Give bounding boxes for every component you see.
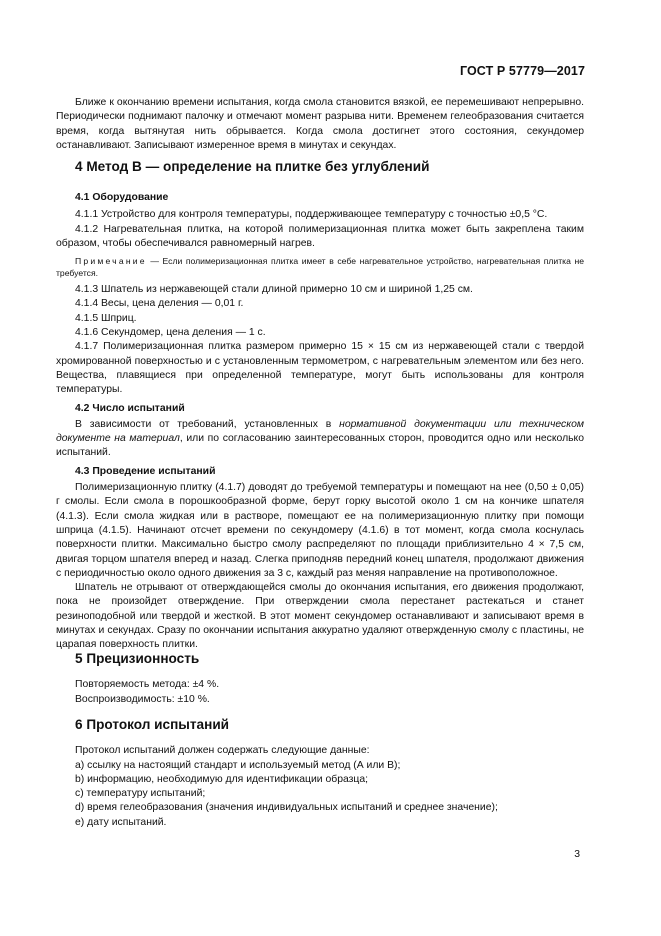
protocol-item-e: e) дату испытаний. [75,816,167,828]
section-5 [56,652,584,707]
reproducibility: Воспроизводимость: ±10 %. [75,693,210,705]
standard-header: ГОСТ Р 57779—2017 [459,64,585,78]
subsection-4-2-title: 4.2 Число испытаний [75,402,185,414]
section-6 [56,718,584,830]
section-4-title: 4 Метод В — определение на плитке без углублений [75,159,430,174]
clause-4-2-lead: В зависимости от требований, установленных в [75,418,340,430]
intro-paragraph: Ближе к окончанию времени испытания, когда смола становится вязкой, ее перемешивают непрерывно. Периодически поднимают палочку и отмечают момент разрыва нити. Временем гелеобразования считается время, когда вытянутая нить обрывается. Когда смола достигнет этого состояния, секундомер останавливают. Записывают измеренное время в минутах и секундах. [56,97,584,151]
protocol-item-a: a) ссылку на настоящий стандарт и используемый метод (А или В); [75,759,401,771]
note [56,255,584,279]
clause-4-2-tail: , или по согласованию заинтересованных сторон, проводится одно или несколько испытаний. [56,433,584,459]
subsection-4-3-title: 4.3 Проведение испытаний [75,465,216,477]
clause-4-1-3: 4.1.3 Шпатель из нержавеющей стали длиной примерно 10 см и шириной 1,25 см. [75,284,473,296]
clause-4-2 [56,418,584,461]
clause-4-1-1: 4.1.1 Устройство для контроля температуры, поддерживающее температуру с точностью ±0,5 °С. [75,209,548,221]
intro-paragraph-block [56,96,584,153]
clause-4-1-4: 4.1.4 Весы, цена деления — 0,01 г. [75,298,244,310]
protocol-item-b: b) информацию, необходимую для идентификации образца; [75,773,369,785]
clause-4-3-paragraph-2: Шпатель не отрывают от отверждающейся смолы до окончания испытания, его движения продолжают, пока не произойдет отверждение. При отверждении смола перестанет растекаться и станет резиноподобной или твердой и жесткой. В этот момент секундомер останавливают и записывают время в минутах и секундах. Сразу по окончании испытания аккуратно удаляют отвержденную смолу с пластины, не царапая поверхность плитки. [56,582,584,651]
subsection-4-1-title: 4.1 Оборудование [75,192,169,203]
protocol-item-c: c) температуру испытаний; [75,788,206,800]
clause-4-1-7: 4.1.7 Полимеризационная плитка размером примерно 15 × 15 см из нержавеющей стали с твердой хромированной поверхностью и с установленным термометром, с нагревательным элементом или без него. Вещества, плавящиеся при определенной температуре, могут быть использованы для контроля температуры. [56,341,584,396]
clause-4-1-2: 4.1.2 Нагревательная плитка, на которой полимеризационная плитка может быть закреплена таким образом, чтобы обеспечивался равномерный нагрев. [56,223,584,249]
section-4-content [56,191,584,653]
clause-4-1-6: 4.1.6 Секундомер, цена деления — 1 с. [75,327,266,339]
protocol-item-d: d) время гелеобразования (значения индивидуальных испытаний и среднее значение); [75,802,498,814]
note-text: — Если полимеризационная плитка имеет в себе нагревательное устройство, нагревательная плитка не требуется. [56,256,584,279]
clause-4-3-paragraph-1: Полимеризационную плитку (4.1.7) доводят до требуемой температуры и помещают на нее (0,50 ± 0,05) г смолы. Если смола в порошкообразной форме, берут горку высотой около 1 см на кончике шпателя (4.1.3). Если смола жидкая или в растворе, помещают ее на полимеризационную плитку при помощи шприца (4.1.5). Начинают отсчет времени по секундомеру (4.1.6) в тот момент, когда смола коснулась поверхности плитки. Максимально быстро смолу распределяют по площади приблизительно 4 × 7,5 см, двигая торцом шпателя вперед и назад. Слегка приподняв передний конец шпателя, продолжают движения с периодичностью около одного движения за 3 с, каждый раз меняя направление на противоположное. [56,482,584,579]
section-6-title: 6 Протокол испытаний [75,717,230,732]
clause-4-2-emphasis: нормативной документации или техническом документе на материал [56,418,585,445]
section-4 [56,160,584,174]
section-5-title: 5 Прецизионность [75,651,200,666]
protocol-intro: Протокол испытаний должен содержать следующие данные: [75,745,370,757]
repeatability: Повторяемость метода: ±4 %. [75,679,220,691]
note-label: Примечание [75,256,147,267]
clause-4-1-5: 4.1.5 Шприц. [75,312,137,324]
page-number: 3 [574,849,580,860]
